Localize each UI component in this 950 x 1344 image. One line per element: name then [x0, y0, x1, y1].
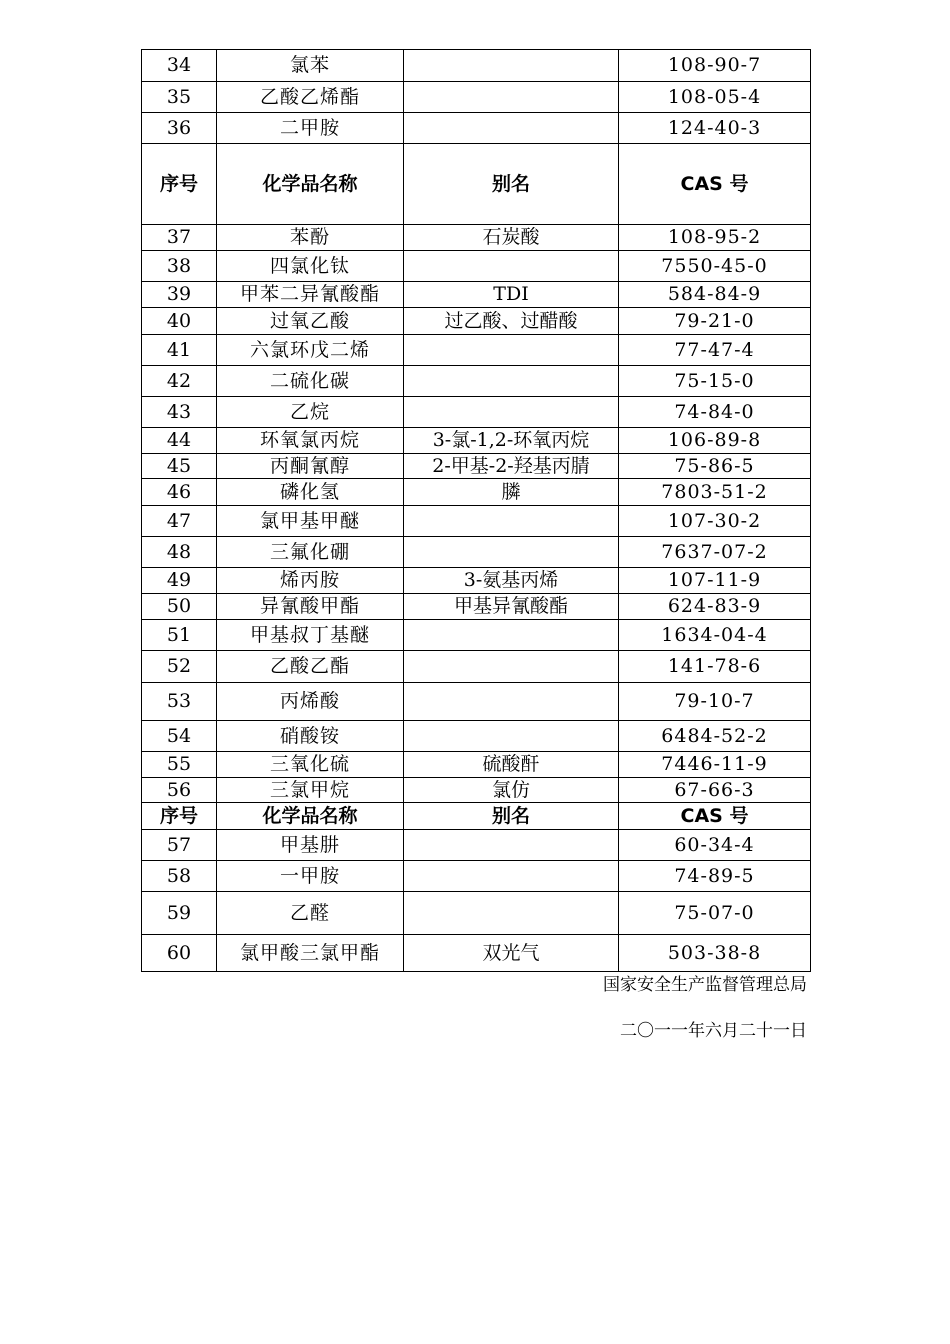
table-row: [142, 335, 811, 366]
table-row: [142, 568, 811, 594]
table-row: [142, 683, 811, 721]
row-number: 38: [142, 251, 217, 282]
row-number: 43: [142, 397, 217, 428]
row-number: 57: [142, 830, 217, 861]
row-number: 54: [142, 721, 217, 752]
table-row: [142, 651, 811, 683]
table-row: [142, 113, 811, 144]
chemical-alias: [404, 861, 619, 892]
row-number: 58: [142, 861, 217, 892]
row-number: 50: [142, 594, 217, 620]
chemical-name: 烯丙胺: [217, 568, 404, 594]
chemical-name: 硝酸铵: [217, 721, 404, 752]
cas-number: 7637-07-2: [619, 537, 811, 568]
cas-number: 107-11-9: [619, 568, 811, 594]
table-row: [142, 830, 811, 861]
chemical-alias: 3-氨基丙烯: [404, 568, 619, 594]
table-row: [142, 50, 811, 82]
chemical-alias: [404, 113, 619, 144]
cas-number: 584-84-9: [619, 282, 811, 308]
header-chemical-name: 化学品名称: [217, 144, 404, 225]
chemical-name: 三氧化硫: [217, 752, 404, 778]
chemical-alias: [404, 683, 619, 721]
chemical-alias: 3-氯-1,2-环氧丙烷: [404, 428, 619, 454]
chemical-alias: [404, 82, 619, 113]
row-number: 51: [142, 620, 217, 651]
row-number: 37: [142, 225, 217, 251]
row-number: 45: [142, 454, 217, 479]
chemical-alias: 氯仿: [404, 778, 619, 803]
chemical-alias: [404, 620, 619, 651]
issuing-authority: 国家安全生产监督管理总局: [603, 975, 807, 995]
cas-number: 108-90-7: [619, 50, 811, 82]
table-row: [142, 366, 811, 397]
table-row: [142, 721, 811, 752]
chemical-table: [141, 49, 811, 972]
table-row: [142, 620, 811, 651]
chemical-name: 氯甲酸三氯甲酯: [217, 935, 404, 972]
chemical-name: 丙烯酸: [217, 683, 404, 721]
chemical-name: 氯苯: [217, 50, 404, 82]
cas-number: 67-66-3: [619, 778, 811, 803]
row-number: 35: [142, 82, 217, 113]
header-chemical-name: 化学品名称: [217, 803, 404, 830]
chemical-name: 苯酚: [217, 225, 404, 251]
chemical-name: 乙醛: [217, 892, 404, 935]
chemical-alias: 双光气: [404, 935, 619, 972]
chemical-name: 二硫化碳: [217, 366, 404, 397]
table-row: [142, 935, 811, 972]
cas-number: 141-78-6: [619, 651, 811, 683]
table-row: [142, 752, 811, 778]
row-number: 47: [142, 506, 217, 537]
table-row: [142, 454, 811, 479]
table-row: [142, 594, 811, 620]
table-row: [142, 251, 811, 282]
table-row: [142, 778, 811, 803]
row-number: 34: [142, 50, 217, 82]
cas-number: 108-95-2: [619, 225, 811, 251]
row-number: 55: [142, 752, 217, 778]
chemical-name: 环氧氯丙烷: [217, 428, 404, 454]
chemical-alias: 甲基异氰酸酯: [404, 594, 619, 620]
row-number: 46: [142, 479, 217, 506]
row-number: 41: [142, 335, 217, 366]
chemical-alias: [404, 251, 619, 282]
chemical-alias: 膦: [404, 479, 619, 506]
chemical-alias: [404, 335, 619, 366]
table-row: [142, 82, 811, 113]
chemical-name: 六氯环戊二烯: [217, 335, 404, 366]
cas-number: 75-15-0: [619, 366, 811, 397]
cas-number: 77-47-4: [619, 335, 811, 366]
table-row: [142, 861, 811, 892]
row-number: 36: [142, 113, 217, 144]
chemical-alias: [404, 721, 619, 752]
table-row: [142, 479, 811, 506]
table-header-row: [142, 144, 811, 225]
chemical-name: 三氟化硼: [217, 537, 404, 568]
table-header-row: [142, 803, 811, 830]
row-number: 56: [142, 778, 217, 803]
row-number: 60: [142, 935, 217, 972]
table-row: [142, 537, 811, 568]
cas-number: 75-86-5: [619, 454, 811, 479]
chemical-name: 乙酸乙酯: [217, 651, 404, 683]
table-row: [142, 308, 811, 335]
chemical-alias: 2-甲基-2-羟基丙腈: [404, 454, 619, 479]
header-number: 序号: [142, 144, 217, 225]
chemical-name: 乙酸乙烯酯: [217, 82, 404, 113]
header-cas: CAS 号: [619, 144, 811, 225]
chemical-name: 二甲胺: [217, 113, 404, 144]
chemical-name: 一甲胺: [217, 861, 404, 892]
table-row: [142, 428, 811, 454]
chemical-name: 甲基肼: [217, 830, 404, 861]
header-cas: CAS 号: [619, 803, 811, 830]
table-row: [142, 225, 811, 251]
chemical-name: 异氰酸甲酯: [217, 594, 404, 620]
cas-number: 106-89-8: [619, 428, 811, 454]
chemical-alias: [404, 830, 619, 861]
cas-number: 624-83-9: [619, 594, 811, 620]
chemical-alias: TDI: [404, 282, 619, 308]
cas-number: 60-34-4: [619, 830, 811, 861]
header-alias: 别名: [404, 144, 619, 225]
chemical-alias: [404, 651, 619, 683]
chemical-alias: 过乙酸、过醋酸: [404, 308, 619, 335]
row-number: 59: [142, 892, 217, 935]
table-row: [142, 892, 811, 935]
chemical-name: 甲苯二异氰酸酯: [217, 282, 404, 308]
chemical-name: 磷化氢: [217, 479, 404, 506]
row-number: 42: [142, 366, 217, 397]
chemical-alias: [404, 50, 619, 82]
cas-number: 108-05-4: [619, 82, 811, 113]
chemical-alias: [404, 506, 619, 537]
chemical-alias: [404, 537, 619, 568]
chemical-alias: [404, 366, 619, 397]
row-number: 40: [142, 308, 217, 335]
cas-number: 124-40-3: [619, 113, 811, 144]
chemical-alias: 石炭酸: [404, 225, 619, 251]
cas-number: 79-21-0: [619, 308, 811, 335]
cas-number: 74-84-0: [619, 397, 811, 428]
cas-number: 74-89-5: [619, 861, 811, 892]
row-number: 39: [142, 282, 217, 308]
header-number: 序号: [142, 803, 217, 830]
chemical-name: 乙烷: [217, 397, 404, 428]
chemical-name: 过氧乙酸: [217, 308, 404, 335]
chemical-name: 四氯化钛: [217, 251, 404, 282]
chemical-alias: [404, 397, 619, 428]
chemical-name: 丙酮氰醇: [217, 454, 404, 479]
issue-date: 二〇一一年六月二十一日: [620, 1021, 807, 1041]
cas-number: 75-07-0: [619, 892, 811, 935]
chemical-alias: 硫酸酐: [404, 752, 619, 778]
table-row: [142, 397, 811, 428]
cas-number: 503-38-8: [619, 935, 811, 972]
table-row: [142, 506, 811, 537]
chemical-name: 氯甲基甲醚: [217, 506, 404, 537]
row-number: 53: [142, 683, 217, 721]
chemical-alias: [404, 892, 619, 935]
cas-number: 1634-04-4: [619, 620, 811, 651]
row-number: 52: [142, 651, 217, 683]
row-number: 49: [142, 568, 217, 594]
cas-number: 7550-45-0: [619, 251, 811, 282]
cas-number: 6484-52-2: [619, 721, 811, 752]
cas-number: 107-30-2: [619, 506, 811, 537]
header-alias: 别名: [404, 803, 619, 830]
cas-number: 79-10-7: [619, 683, 811, 721]
chemical-name: 三氯甲烷: [217, 778, 404, 803]
table-row: [142, 282, 811, 308]
chemical-name: 甲基叔丁基醚: [217, 620, 404, 651]
cas-number: 7803-51-2: [619, 479, 811, 506]
cas-number: 7446-11-9: [619, 752, 811, 778]
row-number: 44: [142, 428, 217, 454]
row-number: 48: [142, 537, 217, 568]
